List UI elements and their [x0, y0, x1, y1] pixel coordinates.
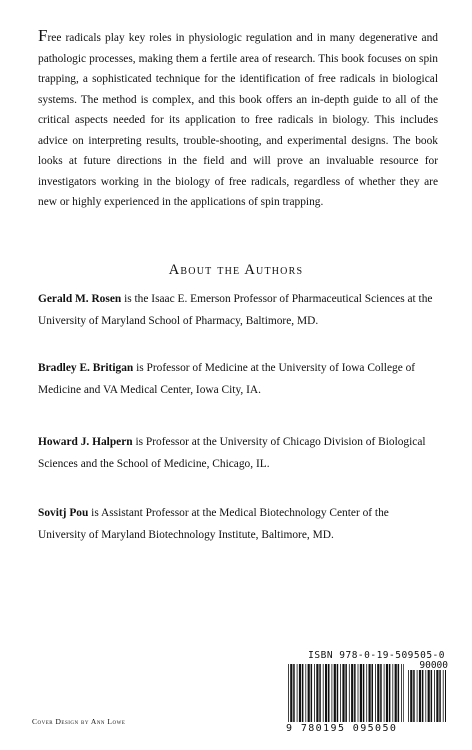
barcode-bar [401, 664, 402, 722]
barcode-bar [403, 664, 404, 722]
price-addon-bars [408, 670, 446, 722]
author-name: Bradley E. Britigan [38, 362, 134, 374]
barcode-bar [398, 664, 400, 722]
barcode-bar [431, 670, 433, 722]
description-text: ree radicals play key roles in physiologic regulation and in many degenerative and pathologic processes, making them a fertile area of research. This book focuses on spin trapping, a sophisticated technique for the identification of free radicals in biological systems. The method is complex, and this book offers an in-depth guide to all of the critical aspects needed for its application to free radicals in biology. This includes advice on interpreting results, trouble-shooting, and experimental designs. The book looks at future directions in the field and will prove an invaluable resource for investigators working in the biology of free radicals, regardless of whether they are new or highly experienced in the applications of spin trapping. [38, 32, 438, 208]
barcode-bar [413, 670, 415, 722]
barcode-bar [410, 670, 412, 722]
author-name: Howard J. Halpern [38, 436, 133, 448]
price-code: 90000 [419, 660, 448, 671]
barcode-bar [354, 664, 356, 722]
barcode-bar [425, 670, 426, 722]
barcode-bar [445, 670, 446, 722]
barcode-number: 9 780195 095050 [286, 723, 446, 734]
barcode-bar [386, 664, 388, 722]
barcode-bar [372, 664, 374, 722]
barcode-bar [340, 664, 341, 722]
barcode-bar [305, 664, 306, 722]
author-bio [38, 358, 438, 401]
author-name: Gerald M. Rosen [38, 293, 122, 305]
barcode-bar [337, 664, 339, 722]
barcode-bar [323, 664, 324, 722]
author-bio-text: is Professor of Medicine at the University of Iowa College of Medicine and VA Medical Center, Iowa City, IA. [38, 362, 416, 396]
barcode-bar [311, 664, 313, 722]
barcode-bar [369, 664, 371, 722]
barcode-bars [288, 664, 404, 722]
barcode-bar [308, 664, 310, 722]
barcode-bar [417, 670, 418, 722]
barcode-bar [351, 664, 353, 722]
author-bio-text: is the Isaac E. Emerson Professor of Pharmaceutical Sciences at the University of Maryland School of Pharmacy, Baltimore, MD. [38, 293, 433, 327]
cover-design-credit: Cover Design by Ann Lowe [32, 717, 126, 726]
barcode-bar [358, 664, 359, 722]
barcode-bar [380, 664, 382, 722]
barcode-bar [392, 664, 393, 722]
book-description [38, 26, 438, 213]
barcode-bar [363, 664, 365, 722]
barcode-bar [422, 670, 424, 722]
barcode-bar [293, 664, 295, 722]
barcode-bar [366, 664, 367, 722]
barcode-bar [443, 670, 444, 722]
barcode-bar [332, 664, 333, 722]
author-bio-text: is Assistant Professor at the Medical Biotechnology Center of the University of Maryland Biotechnology Institute, Baltimore, MD. [38, 507, 389, 541]
drop-cap: F [38, 26, 48, 45]
author-bio-text: is Professor at the University of Chicago Division of Biological Sciences and the School of Medicine, Chicago, IL. [38, 436, 426, 470]
barcode-bar [389, 664, 391, 722]
barcode-bar [408, 670, 409, 722]
barcode-bar [325, 664, 327, 722]
barcode-bar [428, 670, 430, 722]
authors-heading: About the Authors [168, 262, 304, 278]
barcode-bar [328, 664, 330, 722]
barcode-bar [434, 670, 435, 722]
barcode-bar [302, 664, 304, 722]
barcode-bar [297, 664, 298, 722]
barcode-bar [395, 664, 397, 722]
barcode-bar [375, 664, 376, 722]
barcode-bar [436, 670, 438, 722]
barcode-bar [314, 664, 315, 722]
author-bio [38, 289, 438, 332]
barcode-bar [377, 664, 379, 722]
barcode-bar [345, 664, 347, 722]
barcode-bar [316, 664, 318, 722]
author-bio [38, 503, 438, 546]
barcode-bar [342, 664, 344, 722]
barcode-bar [334, 664, 336, 722]
barcode-bar [384, 664, 385, 722]
author-name: Sovitj Pou [38, 507, 89, 519]
barcode-bar [419, 670, 421, 722]
barcode-bar [290, 664, 292, 722]
barcode-bar [360, 664, 362, 722]
barcode-bar [299, 664, 301, 722]
barcode-bar [288, 664, 289, 722]
barcode-bar [319, 664, 321, 722]
isbn-label: ISBN 978-0-19-509505-0 [308, 650, 445, 661]
barcode-bar [349, 664, 350, 722]
author-bio [38, 432, 438, 475]
barcode-bar [439, 670, 441, 722]
